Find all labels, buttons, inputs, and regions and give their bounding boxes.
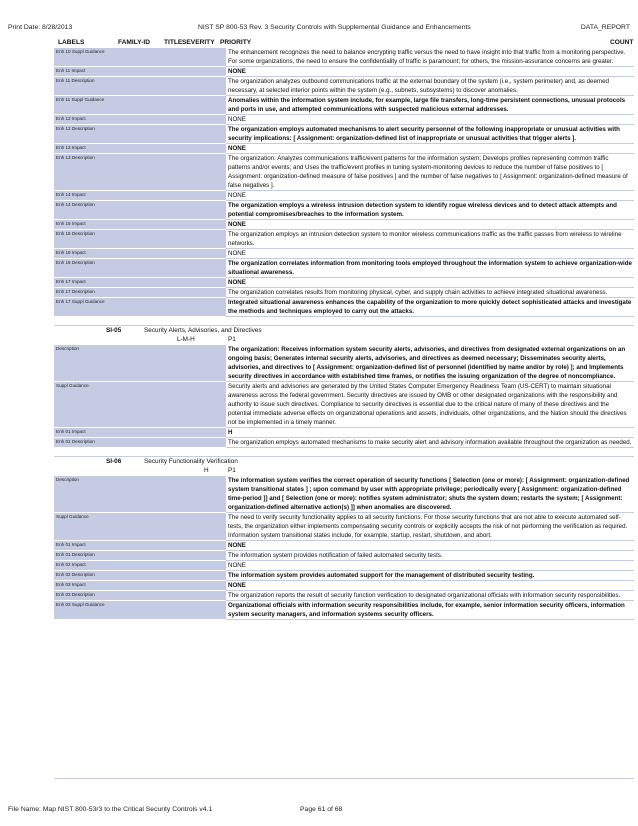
row-label: Enh 03 Impact xyxy=(54,581,114,591)
row-spacer-cell xyxy=(114,220,226,230)
control-severity: H xyxy=(204,467,209,474)
row-spacer-cell xyxy=(114,259,226,278)
control-si05 xyxy=(54,325,634,448)
control-priority: P1 xyxy=(228,336,236,343)
row-label: Enh 14 Description xyxy=(54,201,114,220)
table-row xyxy=(54,96,634,115)
row-text: The need to verify security functionality applies to all security functions. For those security functions that are not able to execute automated self-tests, the organization either implements compensating security controls or explicitly accepts the risk of not performing the verification as required. Information system transitional states include, for example, startup, restart, shutdown, and abort. xyxy=(226,513,634,541)
table-row xyxy=(54,259,634,278)
row-label: Enh 01 Description xyxy=(54,438,114,448)
row-text: NONE xyxy=(226,541,634,551)
page-footer xyxy=(0,806,638,818)
row-text: The organization: Receives information system security alerts, advisories, and directives from designated external organizations on an ongoing basis; Generates internal security alerts, advisories, and directives as deemed necessary; Disseminates security alerts, advisories, and directives to [ Assignment: organization-defined list of personnel (identified by name and/or by role) ]; and Implements security directives in accordance with established time frames, or notifies the issuing organization of the degree of noncompliance. xyxy=(226,345,634,382)
table-row xyxy=(54,220,634,230)
row-label: Enh 17 Impact xyxy=(54,278,114,288)
row-spacer-cell xyxy=(114,191,226,201)
row-spacer-cell xyxy=(114,513,226,541)
col-priority: PRIORITY xyxy=(220,39,252,46)
row-text: NONE xyxy=(226,115,634,125)
control-id: SI-06 xyxy=(106,458,122,465)
row-label: Enh 03 Description xyxy=(54,591,114,601)
row-text: NONE xyxy=(226,561,634,571)
report-body xyxy=(54,48,634,620)
row-text: NONE xyxy=(226,249,634,259)
file-name: File Name: Map NIST 800-53r3 to the Critical Security Controls v4.1 xyxy=(8,806,213,813)
row-text: The enhancement recognizes the need to balance encrypting traffic versus the need to have insight into that traffic from a monitoring perspective. For some organizations, the need to ensure the confidentiality of traffic is paramount; for others, the mission-assurance concerns are greater. xyxy=(226,48,634,67)
control-title: Security Alerts, Advisories, and Directives xyxy=(144,327,262,334)
row-label: Enh 15 Description xyxy=(54,230,114,249)
row-spacer-cell xyxy=(114,125,226,144)
row-text: The organization correlates results from monitoring physical, cyber, and supply chain activities to achieve integrated situational awareness. xyxy=(226,288,634,298)
row-spacer-cell xyxy=(114,201,226,220)
table-row xyxy=(54,77,634,96)
row-label: Enh 01 Impact xyxy=(54,428,114,438)
control-header xyxy=(54,456,634,467)
row-text: The organization employs automated mechanisms to make security alert and advisory information available throughout the organization as needed. xyxy=(226,438,634,448)
row-spacer-cell xyxy=(114,48,226,67)
table-row xyxy=(54,476,634,513)
row-text: NONE xyxy=(226,144,634,154)
row-text: The information system provides automated support for the management of distributed security testing. xyxy=(226,571,634,581)
row-spacer-cell xyxy=(114,288,226,298)
row-spacer-cell xyxy=(114,96,226,115)
table-row xyxy=(54,298,634,317)
row-label: Enh 02 Description xyxy=(54,571,114,581)
row-spacer-cell xyxy=(114,541,226,551)
row-text: The organization reports the result of security function verification to designated organizational officials with information security responsibilities. xyxy=(226,591,634,601)
table-row xyxy=(54,601,634,620)
section-spacer xyxy=(54,317,634,325)
row-label: Enh 17 Description xyxy=(54,288,114,298)
table-row xyxy=(54,249,634,259)
row-text: The organization analyzes outbound communications traffic at the external boundary of the system (i.e., system perimeter) and, as deemed necessary, at selected interior points within the system (e.g., subnets, subsystems) to discover anomalies. xyxy=(226,77,634,96)
row-spacer-cell xyxy=(114,144,226,154)
control-subheader xyxy=(54,467,634,476)
col-labels: LABELS xyxy=(58,39,85,46)
row-spacer-cell xyxy=(114,438,226,448)
table-row xyxy=(54,551,634,561)
row-spacer-cell xyxy=(114,428,226,438)
bottom-rule xyxy=(54,778,634,779)
row-text: NONE xyxy=(226,191,634,201)
row-spacer-cell xyxy=(114,345,226,382)
page-number: Page 61 of 68 xyxy=(300,806,343,813)
table-row xyxy=(54,48,634,67)
table-row xyxy=(54,154,634,191)
row-label: Suppl Guidance xyxy=(54,513,114,541)
row-spacer-cell xyxy=(114,476,226,513)
table-row xyxy=(54,288,634,298)
row-label: Enh 11 Impact xyxy=(54,67,114,77)
col-count: COUNT xyxy=(610,39,634,46)
row-label: Enh 11 Suppl Guidance xyxy=(54,96,114,115)
col-severity: SEVERITY xyxy=(182,39,215,46)
row-text: The organization: Analyzes communications traffic/event patterns for the information system; Develops profiles representing common traffic patterns and/or events; and Uses the traffic/event profiles in tuning system-monitoring devices to reduce the number of false positives to [ Assignment: organization-defined measure of false positives ] and the number of false negatives to [ Assignment: organization-defined measure of false negatives ]. xyxy=(226,154,634,191)
row-text: Organizational officials with information security responsibilities include, for example, senior information security officers, information system security managers, and information systems security officers. xyxy=(226,601,634,620)
report-title: NIST SP 800-53 Rev. 3 Security Controls with Supplemental Guidance and Enhancements xyxy=(198,24,471,31)
table-row xyxy=(54,571,634,581)
control-id: SI-05 xyxy=(106,327,122,334)
table-row xyxy=(54,428,634,438)
row-label: Description xyxy=(54,476,114,513)
col-family-id: FAMILY-ID xyxy=(118,39,150,46)
row-spacer-cell xyxy=(114,561,226,571)
row-spacer-cell xyxy=(114,601,226,620)
row-label: Enh 02 Impact xyxy=(54,561,114,571)
row-label: Enh 11 Description xyxy=(54,77,114,96)
table-row xyxy=(54,67,634,77)
row-text: The organization employs an intrusion detection system to monitor wireless communications traffic as the traffic passes from wireless to wireline networks. xyxy=(226,230,634,249)
table-row xyxy=(54,201,634,220)
row-label: Enh 13 Description xyxy=(54,154,114,191)
row-label: Enh 12 Description xyxy=(54,125,114,144)
row-text: NONE xyxy=(226,581,634,591)
table-row xyxy=(54,581,634,591)
row-label: Enh 12 Impact xyxy=(54,115,114,125)
si05-rows xyxy=(54,345,634,448)
row-label: Enh 16 Impact xyxy=(54,249,114,259)
si06-rows xyxy=(54,476,634,620)
table-row xyxy=(54,125,634,144)
row-label: Enh 15 Impact xyxy=(54,220,114,230)
control-header xyxy=(54,325,634,336)
table-row xyxy=(54,541,634,551)
row-label: Enh 10 Suppl Guidance xyxy=(54,48,114,67)
row-label: Enh 03 Suppl Guidance xyxy=(54,601,114,620)
row-spacer-cell xyxy=(114,115,226,125)
row-text: The information system provides notification of failed automated security tests. xyxy=(226,551,634,561)
table-row xyxy=(54,144,634,154)
row-text: NONE xyxy=(226,278,634,288)
row-text: NONE xyxy=(226,220,634,230)
control-title: Security Functionality Verification xyxy=(144,458,238,465)
row-spacer-cell xyxy=(114,591,226,601)
si04-enhancement-rows xyxy=(54,48,634,317)
table-row xyxy=(54,561,634,571)
table-row xyxy=(54,591,634,601)
row-label: Enh 16 Description xyxy=(54,259,114,278)
row-spacer-cell xyxy=(114,249,226,259)
row-spacer-cell xyxy=(114,154,226,191)
section-spacer xyxy=(54,448,634,456)
row-label: Suppl Guidance xyxy=(54,382,114,428)
row-label: Enh 13 Impact xyxy=(54,144,114,154)
row-spacer-cell xyxy=(114,571,226,581)
row-spacer-cell xyxy=(114,581,226,591)
row-text: Security alerts and advisories are generated by the United States Computer Emergency Readiness Team (US-CERT) to maintain situational awareness across the federal government. Security directives are issued by OMB or other designated organizations with the responsibility and authority to issue such directives. Compliance to security directives is essential due to the critical nature of many of these directives and the potential immediate adverse effects on organizational operations and assets, individuals, other organizations, and the Nation should the directives not be implemented in a timely manner. xyxy=(226,382,634,428)
row-text: Integrated situational awareness enhances the capability of the organization to more quickly detect sophisticated attacks and investigate the methods and techniques employed to carry out the attacks. xyxy=(226,298,634,317)
row-spacer-cell xyxy=(114,382,226,428)
col-title: TITLE xyxy=(164,39,183,46)
row-label: Enh 17 Suppl Guidance xyxy=(54,298,114,317)
row-label: Description xyxy=(54,345,114,382)
row-text: NONE xyxy=(226,67,634,77)
row-label: Enh 01 Impact xyxy=(54,541,114,551)
page-header xyxy=(0,0,638,30)
table-row xyxy=(54,438,634,448)
row-spacer-cell xyxy=(114,298,226,317)
row-label: Enh 14 Impact xyxy=(54,191,114,201)
row-text: The information system verifies the correct operation of security functions [ Selection (one or more): [ Assignment: organization-defined system transitional states ] ; upon command by user with appropriate privilege; periodically every [ Assignment: organization-defined time-period ]] and [ Selection (one or more): notifies system administrator; shuts the system down; restarts the system; [ Assignment: organization-defined alternative action(s) ]] when anomalies are discovered. xyxy=(226,476,634,513)
row-spacer-cell xyxy=(114,551,226,561)
control-si06 xyxy=(54,456,634,620)
row-label: Enh 01 Description xyxy=(54,551,114,561)
control-severity: L-M-H xyxy=(177,336,195,343)
row-spacer-cell xyxy=(114,230,226,249)
table-row xyxy=(54,115,634,125)
row-text: The organization employs a wireless intrusion detection system to identify rogue wireless devices and to detect attack attempts and potential compromises/breaches to the information system. xyxy=(226,201,634,220)
table-row xyxy=(54,345,634,382)
row-text: The organization employs automated mechanisms to alert security personnel of the following inappropriate or unusual activities with security implications: [ Assignment: organization-defined list of inappropriate or unusual activities that trigger alerts ]. xyxy=(226,125,634,144)
control-priority: P1 xyxy=(228,467,236,474)
row-spacer-cell xyxy=(114,67,226,77)
row-text: Anomalies within the information system include, for example, large file transfers, long-time persistent connections, unusual protocols and ports in use, and attempted communications with suspected malicious external addresses. xyxy=(226,96,634,115)
row-text: H xyxy=(226,428,634,438)
table-row xyxy=(54,191,634,201)
row-spacer-cell xyxy=(114,77,226,96)
control-subheader xyxy=(54,336,634,345)
table-row xyxy=(54,278,634,288)
table-row xyxy=(54,382,634,428)
report-type: DATA_REPORT xyxy=(580,24,630,31)
table-row xyxy=(54,230,634,249)
row-spacer-cell xyxy=(114,278,226,288)
row-text: The organization correlates information from monitoring tools employed throughout the information system to achieve organization-wide situational awareness. xyxy=(226,259,634,278)
table-row xyxy=(54,513,634,541)
print-date: Print Date: 8/28/2013 xyxy=(8,24,73,31)
